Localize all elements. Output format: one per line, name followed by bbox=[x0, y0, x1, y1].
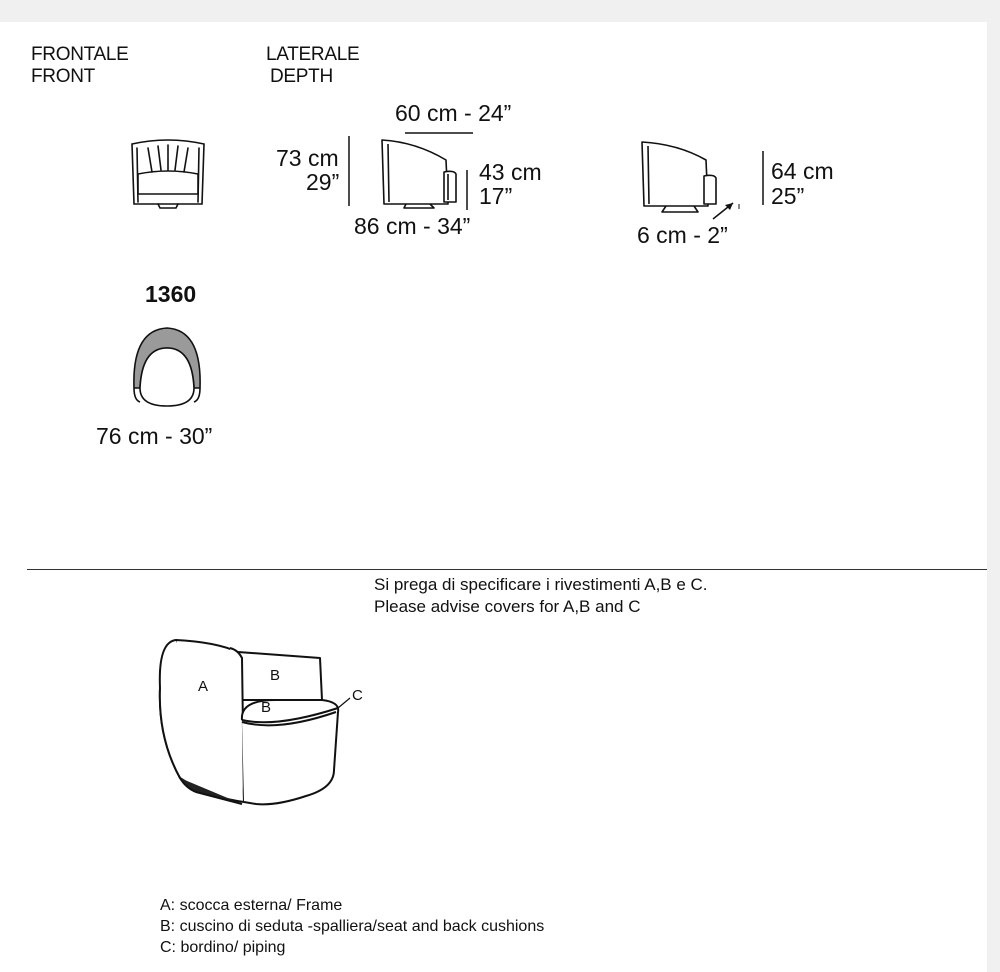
seat-height-in-dimension: 17” bbox=[479, 183, 513, 209]
section-divider bbox=[27, 569, 987, 570]
side-view-label bbox=[266, 44, 359, 88]
seat-height-line bbox=[465, 170, 469, 212]
armrest-view-chair-drawing bbox=[638, 140, 722, 214]
side-label-en: DEPTH bbox=[270, 66, 333, 87]
cover-zones-chair-drawing bbox=[156, 638, 366, 808]
covers-note-en: Please advise covers for A,B and C bbox=[374, 597, 641, 616]
arm-height-cm-dimension: 64 cm bbox=[771, 158, 834, 184]
base-gap-dimension: 6 cm - 2” bbox=[637, 222, 728, 248]
front-view-chair-drawing bbox=[128, 138, 208, 210]
base-gap-arrow bbox=[711, 199, 743, 223]
height-line bbox=[347, 136, 351, 208]
covers-note-it: Si prega di specificare i rivestimenti A,B e C. bbox=[374, 575, 708, 594]
legend-item-b: B: cuscino di seduta -spalliera/seat and back cushions bbox=[160, 918, 545, 935]
back-width-dimension: 60 cm - 24” bbox=[395, 100, 512, 126]
front-label-it: FRONTALE bbox=[31, 44, 129, 65]
zone-b-seat-label: B bbox=[261, 699, 272, 716]
side-label-it: LATERALE bbox=[266, 44, 360, 65]
side-view-chair-drawing bbox=[376, 138, 460, 210]
arm-height-in-dimension: 25” bbox=[771, 183, 805, 209]
top-view-chair-drawing bbox=[130, 326, 204, 410]
cover-legend bbox=[160, 895, 544, 958]
legend-item-c: C: bordino/ piping bbox=[160, 939, 286, 956]
arm-height-line bbox=[761, 151, 765, 207]
back-width-line bbox=[405, 131, 475, 135]
zone-c-label: C bbox=[352, 687, 363, 704]
zone-a-label: A bbox=[198, 678, 209, 695]
width-dimension: 76 cm - 30” bbox=[96, 423, 213, 449]
front-label-en: FRONT bbox=[31, 66, 95, 87]
model-code: 1360 bbox=[145, 281, 197, 307]
height-cm-dimension: 73 cm bbox=[276, 145, 339, 171]
zone-b-back-label: B bbox=[270, 667, 281, 684]
seat-height-cm-dimension: 43 cm bbox=[479, 159, 542, 185]
height-in-dimension: 29” bbox=[306, 169, 340, 195]
legend-item-a: A: scocca esterna/ Frame bbox=[160, 897, 343, 914]
depth-dimension: 86 cm - 34” bbox=[354, 213, 471, 239]
front-view-label bbox=[31, 44, 129, 88]
